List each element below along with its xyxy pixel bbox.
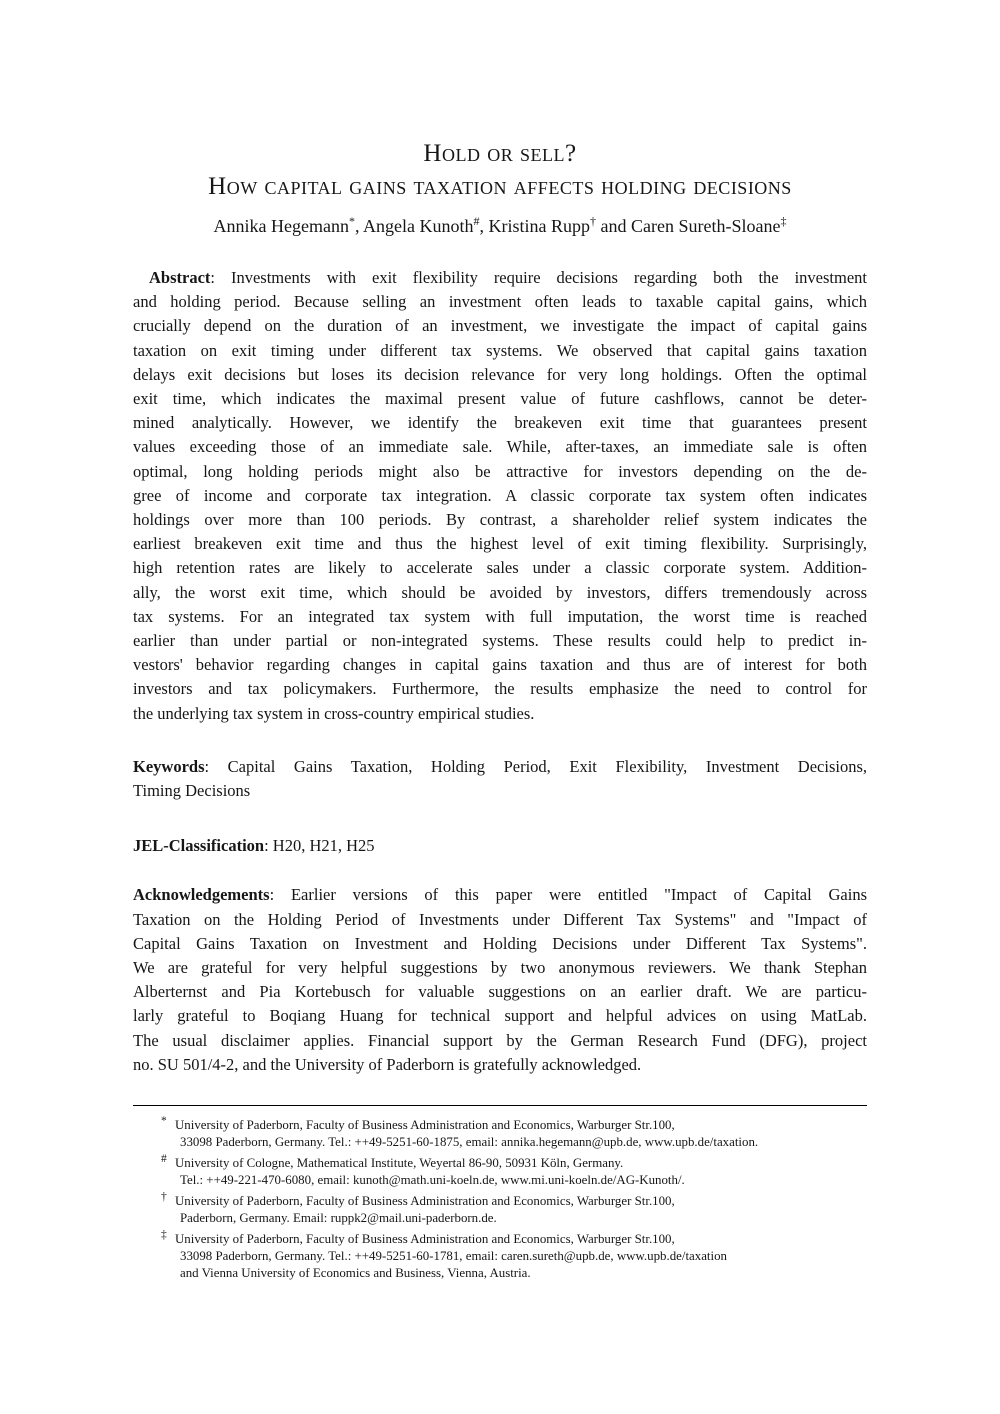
acknowledgements-first-line [133, 883, 867, 907]
keywords-lines [133, 779, 867, 803]
footnote-line: University of Paderborn, Faculty of Business Administration and Economics, Warburger Str.100, [175, 1232, 675, 1247]
abstract-line: crucially depend on the duration of an investment, we investigate the impact of capital gains [133, 316, 867, 336]
author-separator: , [355, 216, 364, 236]
abstract-line: vestors' behavior regarding changes in capital gains taxation and thus are of interest for both [133, 655, 867, 675]
abstract-line: the underlying tax system in cross-country empirical studies. [133, 703, 535, 723]
acknowledgements-line: Capital Gains Taxation on Investment and Holding Decisions under Different Tax Systems". [133, 933, 867, 953]
footnote-item [161, 1117, 867, 1151]
paper-content [133, 0, 867, 1286]
author-footnote-marker: ‡ [780, 214, 787, 228]
acknowledgements-section [133, 883, 867, 1077]
author-name: Kristina Rupp [488, 216, 590, 236]
footnote-line: Tel.: ++49-221-470-6080, email: kunoth@math.uni-koeln.de, www.mi.uni-koeln.de/AG-Kunoth/. [180, 1173, 685, 1188]
abstract-line: exit time, which indicates the maximal present value of future cashflows, cannot be deter- [133, 389, 867, 409]
authors-line [133, 206, 867, 241]
abstract-line: mined analytically. However, we identify the breakeven exit time that guarantees present [133, 413, 867, 433]
abstract-line: delays exit decisions but loses its decision relevance for very long holdings. Often the optimal [133, 364, 867, 384]
footnote-line: University of Cologne, Mathematical Institute, Weyertal 86-90, 50931 Köln, Germany. [175, 1156, 624, 1171]
acknowledgements-lines [133, 908, 867, 1077]
footnote-marker: ‡ [161, 1229, 167, 1242]
footnote-text [175, 1117, 867, 1151]
acknowledgements-line: The usual disclaimer applies. Financial support by the German Research Fund (DFG), project [133, 1030, 867, 1050]
keywords-first-line [133, 755, 867, 779]
abstract-line: ally, the worst exit time, which should be avoided by investors, differs tremendously across [133, 582, 867, 602]
acknowledgements-line: Taxation on the Holding Period of Investments under Different Tax Systems" and "Impact of [133, 909, 867, 929]
acknowledgements-first-line-text: : Earlier versions of this paper were entitled "Impact of Capital Gains [269, 885, 867, 905]
abstract-line: gree of income and corporate tax integration. A classic corporate tax system often indicates [133, 485, 867, 505]
abstract-line: optimal, long holding periods might also be attractive for investors depending on the de- [133, 461, 867, 481]
footnote-rule [133, 1105, 867, 1106]
abstract-line: tax systems. For an integrated tax system with full imputation, the worst time is reached [133, 606, 867, 626]
keywords-line: Timing Decisions [133, 781, 251, 801]
author-separator: and [596, 216, 631, 236]
footnote-line: University of Paderborn, Faculty of Business Administration and Economics, Warburger Str.100, [175, 1194, 675, 1209]
abstract-lines [133, 290, 867, 726]
footnote-marker: # [161, 1153, 167, 1166]
author-name: Annika Hegemann [213, 216, 349, 236]
author-separator: , [479, 216, 489, 236]
footnote-line: Paderborn, Germany. Email: ruppk2@mail.uni-paderborn.de. [180, 1211, 497, 1226]
paper-title-line2: How capital gains taxation affects holding decisions [208, 173, 792, 200]
acknowledgements-line: Alberternst and Pia Kortebusch for valuable suggestions on an earlier draft. We are particu- [133, 982, 867, 1002]
footnote-line: 33098 Paderborn, Germany. Tel.: ++49-5251-60-1875, email: annika.hegemann@upb.de, www.upb.de/taxation. [180, 1135, 759, 1150]
footnote-item [161, 1193, 867, 1227]
jel-label: JEL-Classification [133, 836, 265, 856]
jel-classification-section [133, 834, 867, 858]
acknowledgements-label: Acknowledgements [133, 885, 270, 905]
abstract-line: taxation on exit timing under different tax systems. We observed that capital gains taxation [133, 340, 867, 360]
jel-line [133, 834, 867, 858]
author-footnote-marker: * [349, 214, 355, 228]
footnote-item [161, 1155, 867, 1189]
acknowledgements-line: larly grateful to Boqiang Huang for technical support and helpful advices on using MatLab. [133, 1006, 867, 1026]
footnote-text [175, 1155, 867, 1189]
acknowledgements-line: no. SU 501/4-2, and the University of Paderborn is gratefully acknowledged. [133, 1054, 642, 1074]
author-name: Angela Kunoth [363, 216, 474, 236]
footnote-text [175, 1231, 867, 1282]
keywords-section [133, 755, 867, 803]
abstract-line: and holding period. Because selling an investment often leads to taxable capital gains, which [133, 292, 867, 312]
abstract-line: holdings over more than 100 periods. By contrast, a shareholder relief system indicates the [133, 510, 867, 530]
footnote-marker: † [161, 1191, 167, 1204]
abstract-section [133, 266, 867, 726]
footnote-text [175, 1193, 867, 1227]
abstract-first-line-text: : Investments with exit flexibility require decisions regarding both the investment [210, 268, 867, 287]
author-name: Caren Sureth-Sloane [631, 216, 781, 236]
keywords-label: Keywords [133, 756, 205, 776]
abstract-line: earliest breakeven exit time and thus the highest level of exit timing flexibility. Surprisingly, [133, 534, 867, 554]
footnote-item [161, 1231, 867, 1282]
jel-codes: : H20, H21, H25 [264, 836, 375, 856]
abstract-first-line [133, 266, 867, 290]
abstract-line: earlier than under partial or non-integrated systems. These results could help to predict in- [133, 631, 867, 651]
author-footnote-marker: † [590, 214, 596, 228]
keywords-first-line-text: : Capital Gains Taxation, Holding Period, Exit Flexibility, Investment Decisions, [204, 756, 867, 776]
footnote-line: and Vienna University of Economics and Business, Vienna, Austria. [180, 1266, 531, 1281]
abstract-line: values exceeding those of an immediate sale. While, after-taxes, an immediate sale is often [133, 437, 867, 457]
footnote-line: University of Paderborn, Faculty of Business Administration and Economics, Warburger Str.100, [175, 1118, 675, 1133]
abstract-label: Abstract [149, 268, 211, 287]
footnotes-section [133, 1117, 867, 1282]
abstract-line: investors and tax policymakers. Furthermore, the results emphasize the need to control for [133, 679, 867, 699]
abstract-line: high retention rates are likely to accelerate sales under a classic corporate system. Addition- [133, 558, 867, 578]
footnote-marker: * [161, 1115, 167, 1128]
footnote-line: 33098 Paderborn, Germany. Tel.: ++49-5251-60-1781, email: caren.sureth@upb.de, www.upb.de/taxation [180, 1249, 727, 1264]
acknowledgements-line: We are grateful for very helpful suggestions by two anonymous reviewers. We thank Stephan [133, 958, 867, 978]
author-footnote-marker: # [473, 214, 480, 228]
paper-title-line1: Hold or sell? [423, 140, 577, 167]
